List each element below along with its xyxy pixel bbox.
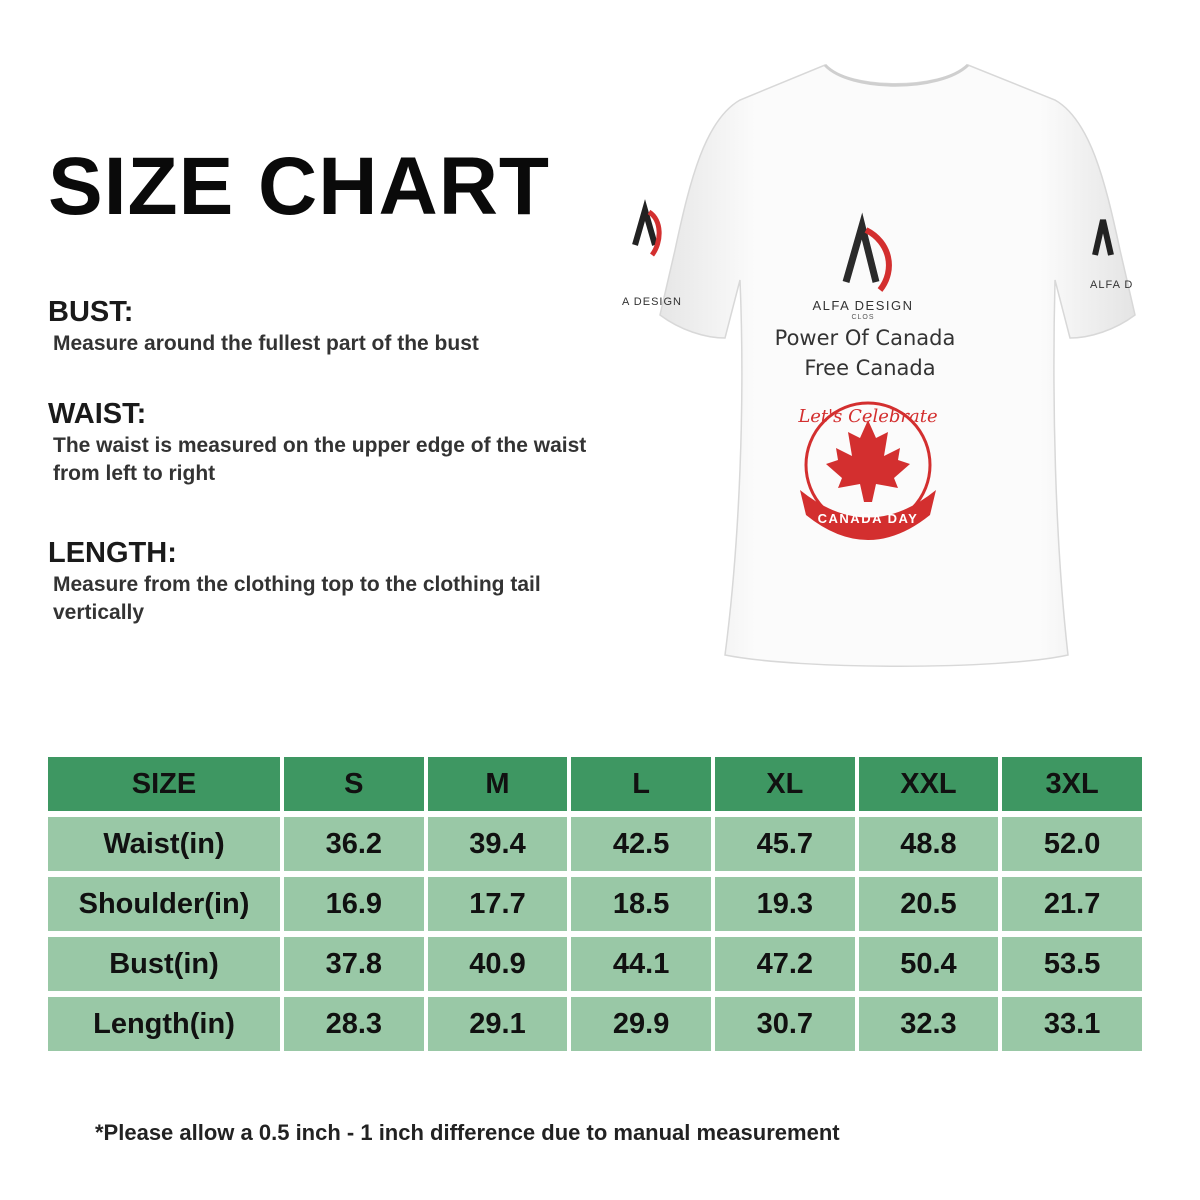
table-cell: 20.5 (859, 877, 999, 937)
badge-bottom-text: CANADA DAY (817, 511, 919, 526)
waist-heading: WAIST: (48, 398, 147, 430)
table-cell: 40.9 (428, 937, 568, 997)
table-row (48, 817, 1142, 877)
shirt-line-1: Power Of Canada (774, 326, 956, 350)
right-sleeve-text: ALFA D (1090, 279, 1134, 291)
waist-measurement (48, 398, 613, 488)
table-cell: 42.5 (571, 817, 711, 877)
column-header: S (284, 757, 424, 817)
table-cell: 28.3 (284, 997, 424, 1057)
table-cell: 53.5 (1002, 937, 1142, 997)
waist-description: The waist is measured on the upper edge of the waist from left to right (53, 434, 587, 485)
table-row (48, 937, 1142, 997)
table-cell: 36.2 (284, 817, 424, 877)
table-cell: 45.7 (715, 817, 855, 877)
bust-description: Measure around the fullest part of the bust (53, 332, 479, 355)
table-cell: 44.1 (571, 937, 711, 997)
column-header: XXL (859, 757, 999, 817)
table-cell: 29.1 (428, 997, 568, 1057)
row-label: Waist(in) (48, 817, 280, 877)
column-header: M (428, 757, 568, 817)
row-label: Shoulder(in) (48, 877, 280, 937)
table-cell: 32.3 (859, 997, 999, 1057)
left-sleeve-text: A DESIGN (622, 296, 682, 308)
tshirt-image (600, 20, 1190, 680)
page-title: SIZE CHART (48, 141, 550, 232)
table-row (48, 997, 1142, 1057)
table-cell: 33.1 (1002, 997, 1142, 1057)
length-heading: LENGTH: (48, 537, 177, 569)
length-measurement (48, 537, 613, 627)
bust-heading: BUST: (48, 296, 134, 328)
table-cell: 17.7 (428, 877, 568, 937)
left-sleeve-logo (635, 210, 659, 255)
table-cell: 52.0 (1002, 817, 1142, 877)
table-cell: 18.5 (571, 877, 711, 937)
length-description: Measure from the clothing top to the clothing tail vertically (53, 573, 541, 624)
table-cell: 16.9 (284, 877, 424, 937)
column-header: XL (715, 757, 855, 817)
brand-sub: CLOS (851, 314, 875, 321)
row-label: Bust(in) (48, 937, 280, 997)
bust-measurement (48, 296, 613, 358)
table-cell: 37.8 (284, 937, 424, 997)
shirt-line-2: Free Canada (804, 356, 936, 380)
table-cell: 21.7 (1002, 877, 1142, 937)
table-row (48, 877, 1142, 937)
table-cell: 47.2 (715, 937, 855, 997)
badge-top-text: Let's Celebrate (798, 406, 938, 427)
table-cell: 30.7 (715, 997, 855, 1057)
size-table (44, 757, 1146, 1057)
table-cell: 50.4 (859, 937, 999, 997)
table-header-row (48, 757, 1142, 817)
table-cell: 39.4 (428, 817, 568, 877)
table-cell: 19.3 (715, 877, 855, 937)
row-label: Length(in) (48, 997, 280, 1057)
column-header: SIZE (48, 757, 280, 817)
brand-name: ALFA DESIGN (812, 298, 914, 313)
column-header: L (571, 757, 711, 817)
column-header: 3XL (1002, 757, 1142, 817)
table-cell: 48.8 (859, 817, 999, 877)
table-cell: 29.9 (571, 997, 711, 1057)
measurement-note: *Please allow a 0.5 inch - 1 inch difference due to manual measurement (95, 1120, 840, 1145)
